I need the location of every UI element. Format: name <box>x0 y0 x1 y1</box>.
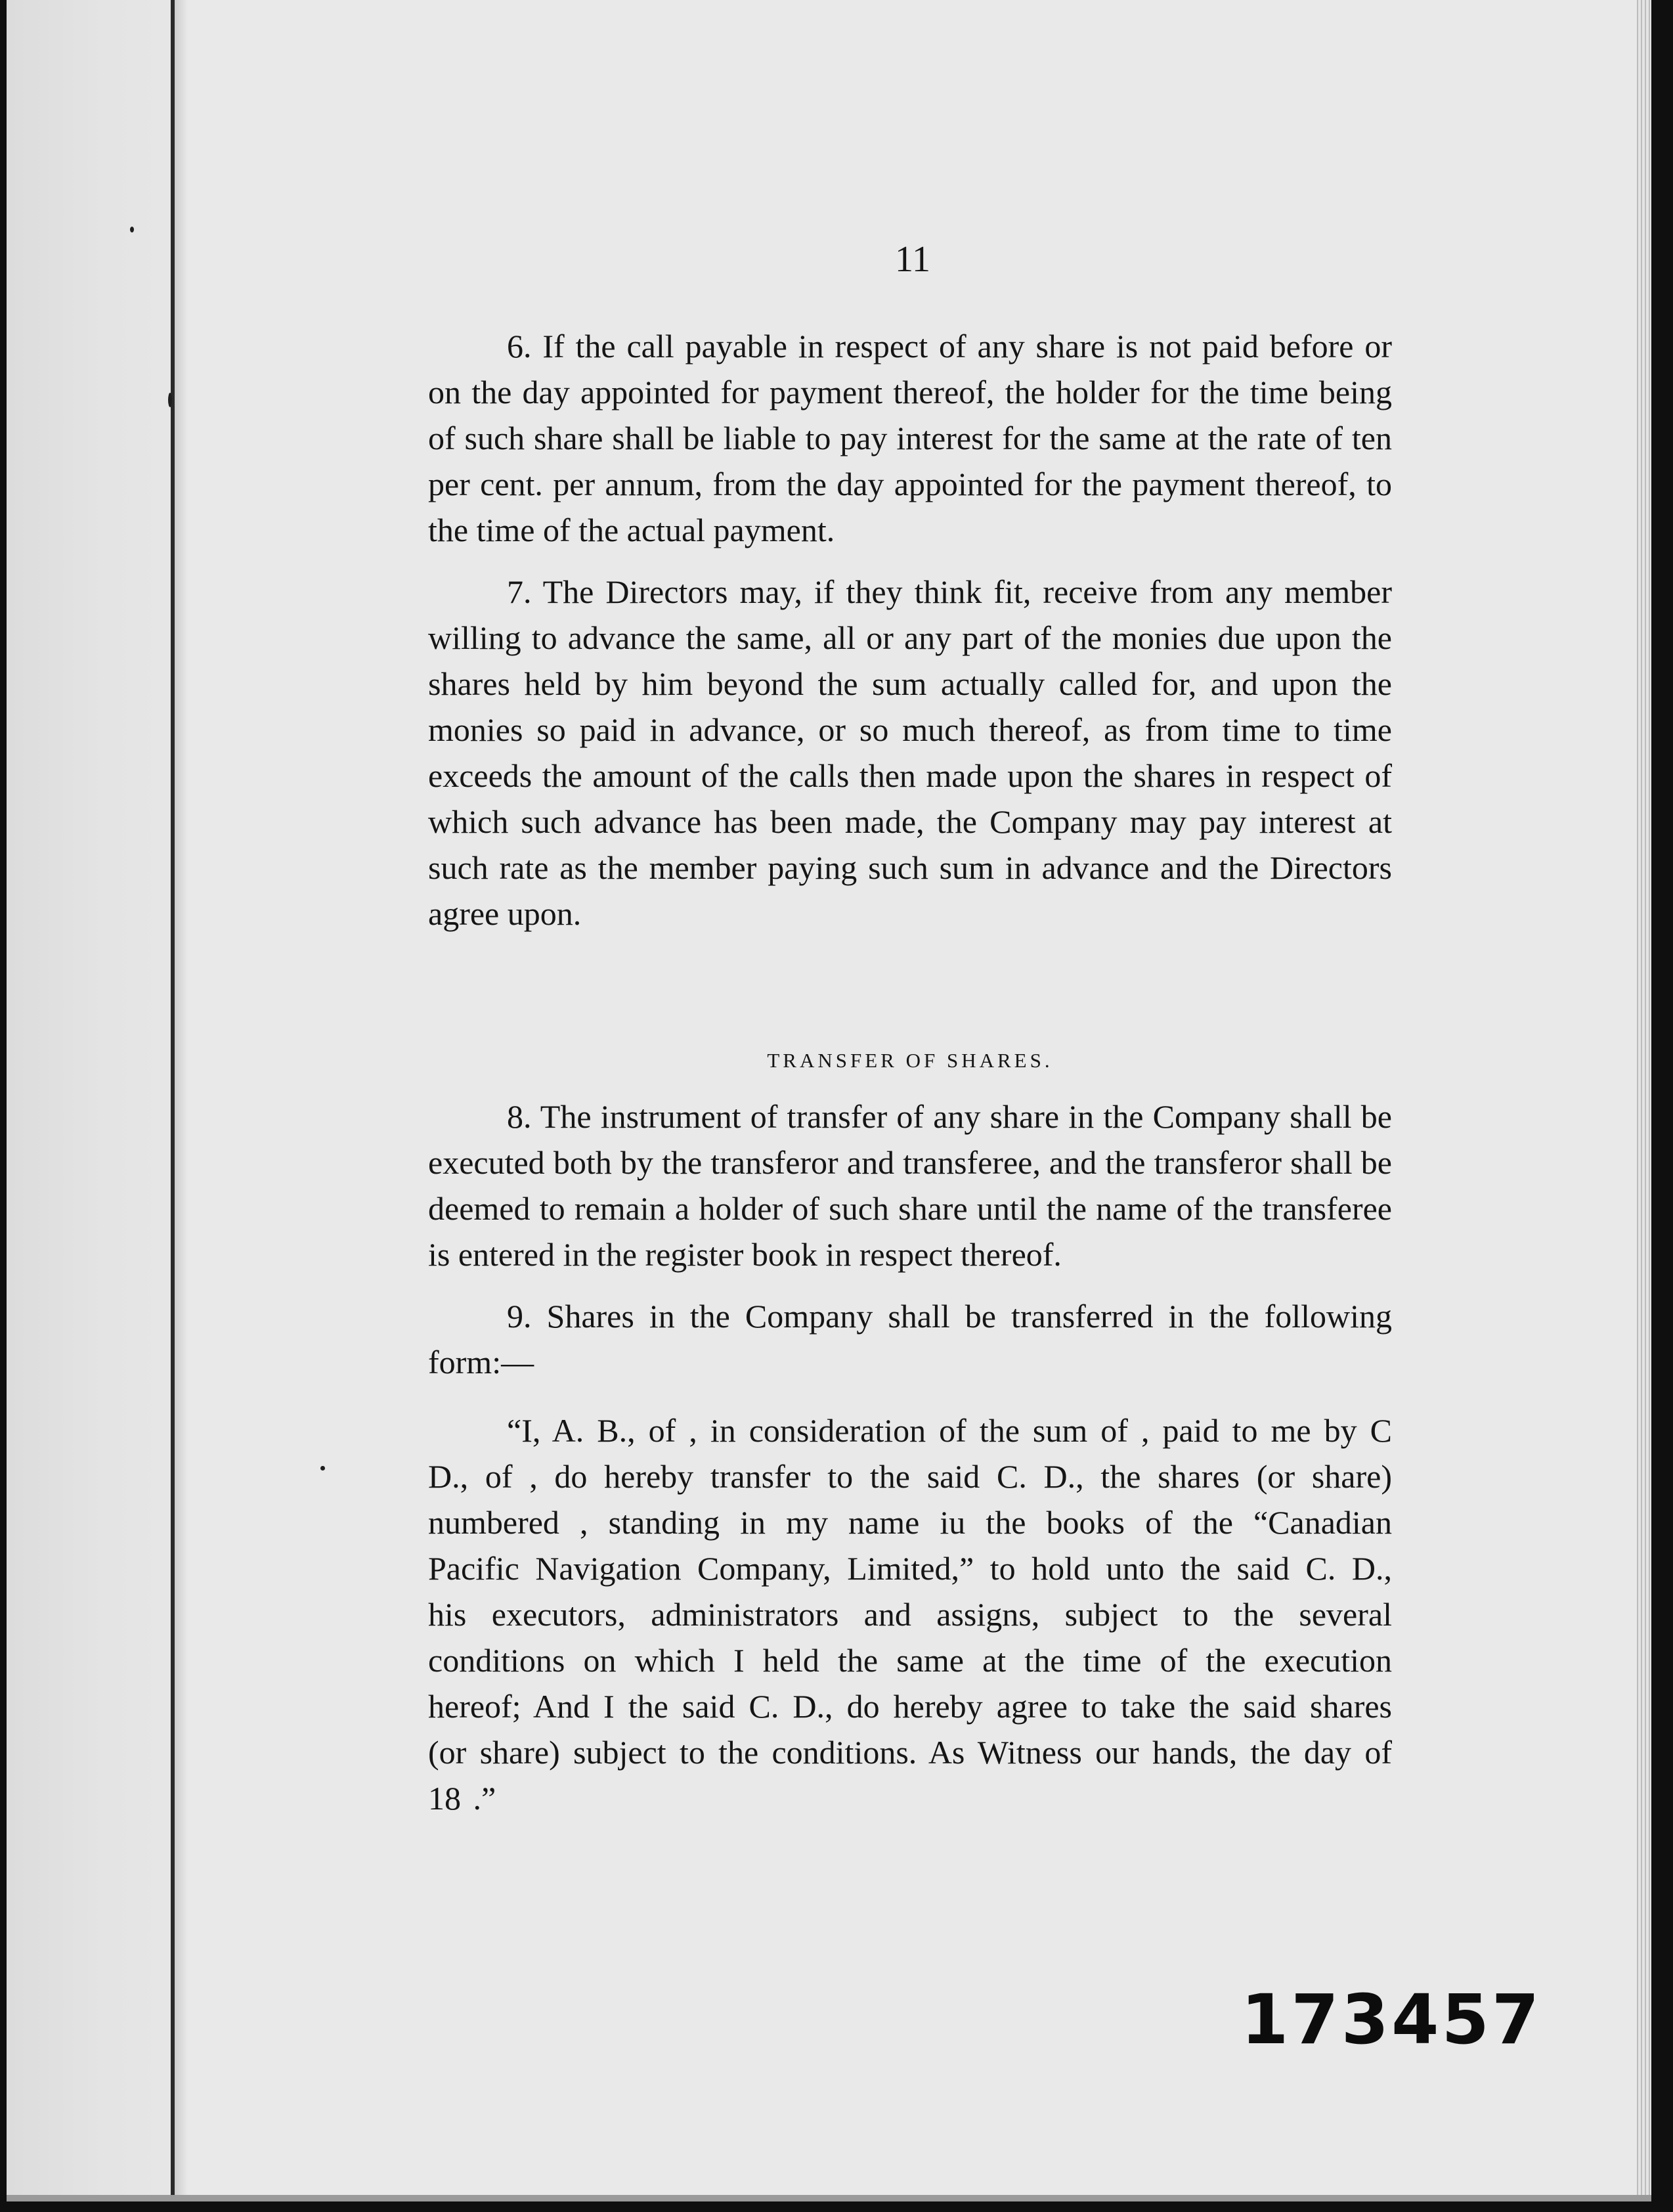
article-7-paragraph: 7. The Directors may, if they think fit, receive from any member willing to advance the same, all or any part of the monies due upon the shares held by him beyond the sum actually called for, and upon the monies so paid in advance, or so much thereof, as from time to time exceeds the amount of the calls then made upon the shares in respect of which such advance has been made, the Company may pay interest at such rate as the member paying such sum in advance and the Directors agree upon. <box>428 573 1392 932</box>
article-6-paragraph: 6. If the call payable in respect of any share is not paid before or on the day appointed for payment thereof, the holder for the time being of such share shall be liable to pay interest for the same at the rate of ten per cent. per annum, from the day appointed for the payment thereof, to the time of the actual payment. <box>428 328 1392 548</box>
stamped-number: 173457 <box>1241 1980 1542 2060</box>
scan-speck <box>130 227 134 232</box>
right-page-edge <box>1637 0 1651 2201</box>
transfer-form-text: “I, A. B., of , in consideration of the sum of , paid to me by C D., of , do hereby transfer to the said C. D., the shares (or share) numbered , standing in my name iu the books of the “Canadian Pacific Navigation Company, Limited,” to hold unto the said C. D., his executors, administrators and assigns, subject to the several conditions on which I held the same at the time of the execution hereof; And I the said C. D., do hereby agree to take the said shares (or share) subject to the conditions. As Witness our hands, the day of 18 .” <box>428 1412 1392 1817</box>
left-page-strip <box>7 0 171 2201</box>
article-8-paragraph: 8. The instrument of transfer of any share in the Company shall be executed both by the transferor and transferee, and the transferor shall be deemed to remain a holder of such share until the name of the transferee is entered in the register book in respect thereof. <box>428 1098 1392 1273</box>
scan-speck <box>320 1466 325 1471</box>
fold-shadow <box>175 0 188 2201</box>
scan-speck <box>168 393 172 407</box>
section-heading: TRANSFER OF SHARES. <box>767 1049 1053 1072</box>
article-9-paragraph: 9. Shares in the Company shall be transferred in the following form:— <box>428 1298 1392 1381</box>
articles-section <box>428 323 1392 937</box>
document-page <box>7 0 1651 2201</box>
bottom-page-edge <box>7 2195 1651 2201</box>
page-number: 11 <box>895 239 930 280</box>
transfer-section <box>428 1094 1392 1821</box>
